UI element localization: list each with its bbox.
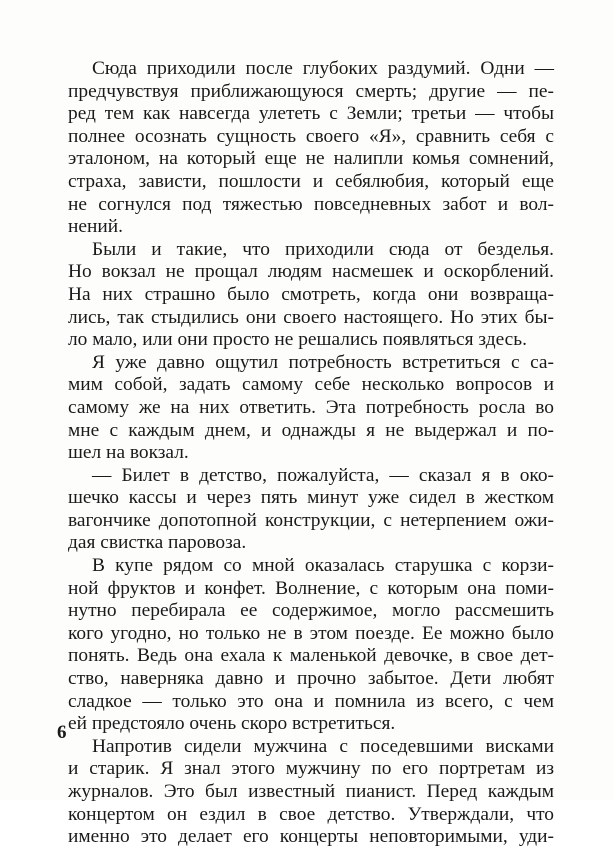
text-line: шел на вокзал. [68, 442, 189, 464]
text-line: мне с каждым днем, и однажды я не выдержал и по- [68, 419, 554, 441]
text-line: кого угодно, но только не в этом поезде. Ее можно было [68, 622, 554, 644]
text-line: лись, так стыдились они своего настоящего. Но этих бы- [68, 306, 554, 328]
text-line: ство, наверняка давно и прочно забытое. Дети любят [68, 668, 554, 690]
text-line: дая свистка паровоза. [68, 532, 247, 554]
text-line: ло мало, или они просто не решались появляться здесь. [68, 329, 527, 351]
text-line: страха, зависти, пошлости и себялюбия, который еще [68, 170, 554, 192]
text-line: журналов. Это был известный пианист. Перед каждым [68, 781, 554, 802]
text-line: — Билет в детство, пожалуйста, — сказал я в око- [92, 464, 554, 486]
text-line: именно это делает его концерты неповторимыми, уди- [68, 826, 554, 848]
text-line: На них страшно было смотреть, когда они возвраща- [68, 283, 554, 305]
text-line: и старик. Я знал этого мужчину по его портретам из [68, 758, 554, 780]
text-line: эталоном, на который еще не налипли комья сомнений, [68, 148, 554, 170]
text-line: Но вокзал не прощал людям насмешек и оскорблений. [68, 261, 554, 283]
text-line: сладкое — только это она и помнила из всего, с чем [68, 690, 554, 712]
text-line: предчувствуя приближающуюся смерть; другие — пе- [68, 80, 554, 102]
text-line: Сюда приходили после глубоких раздумий. Одни — [92, 58, 554, 79]
text-line: ред тем как навсегда улететь с Земли; третьи — чтобы [68, 103, 554, 125]
text-line: нений. [68, 216, 123, 238]
text-line: полнее осознать сущность своего «Я», сравнить себя с [68, 125, 554, 147]
text-line: мим собой, задать самому себе несколько вопросов и [68, 374, 554, 396]
text-line: не согнулся под тяжестью повседневных забот и вол- [68, 193, 554, 215]
text-line: понять. Ведь она ехала к маленькой девочке, в свое дет- [68, 645, 554, 667]
text-line: самому же на них ответить. Эта потребность росла во [68, 396, 554, 418]
text-line: концертом он ездил в свое детство. Утверждали, что [68, 803, 554, 825]
text-line: Напротив сидели мужчина с поседевшими висками [92, 735, 554, 757]
page-number: 6 [57, 722, 67, 743]
text-line: вагончике допотопной конструкции, с нетерпением ожи- [68, 509, 554, 531]
text-line: Я уже давно ощутил потребность встретиться с са- [92, 351, 554, 373]
text-line: Были и такие, что приходили сюда от безделья. [92, 238, 554, 260]
text-line: В купе рядом со мной оказалась старушка с корзи- [92, 555, 554, 577]
text-line: шечко кассы и через пять минут уже сидел в жестком [68, 487, 554, 509]
text-line: ной фруктов и конфет. Волнение, с которым она поми- [68, 577, 554, 599]
text-line: нутно перебирала ее содержимое, могло рассмешить [68, 600, 554, 622]
body-text [68, 58, 554, 849]
text-line: ей предстояло очень скоро встретиться. [68, 713, 396, 735]
